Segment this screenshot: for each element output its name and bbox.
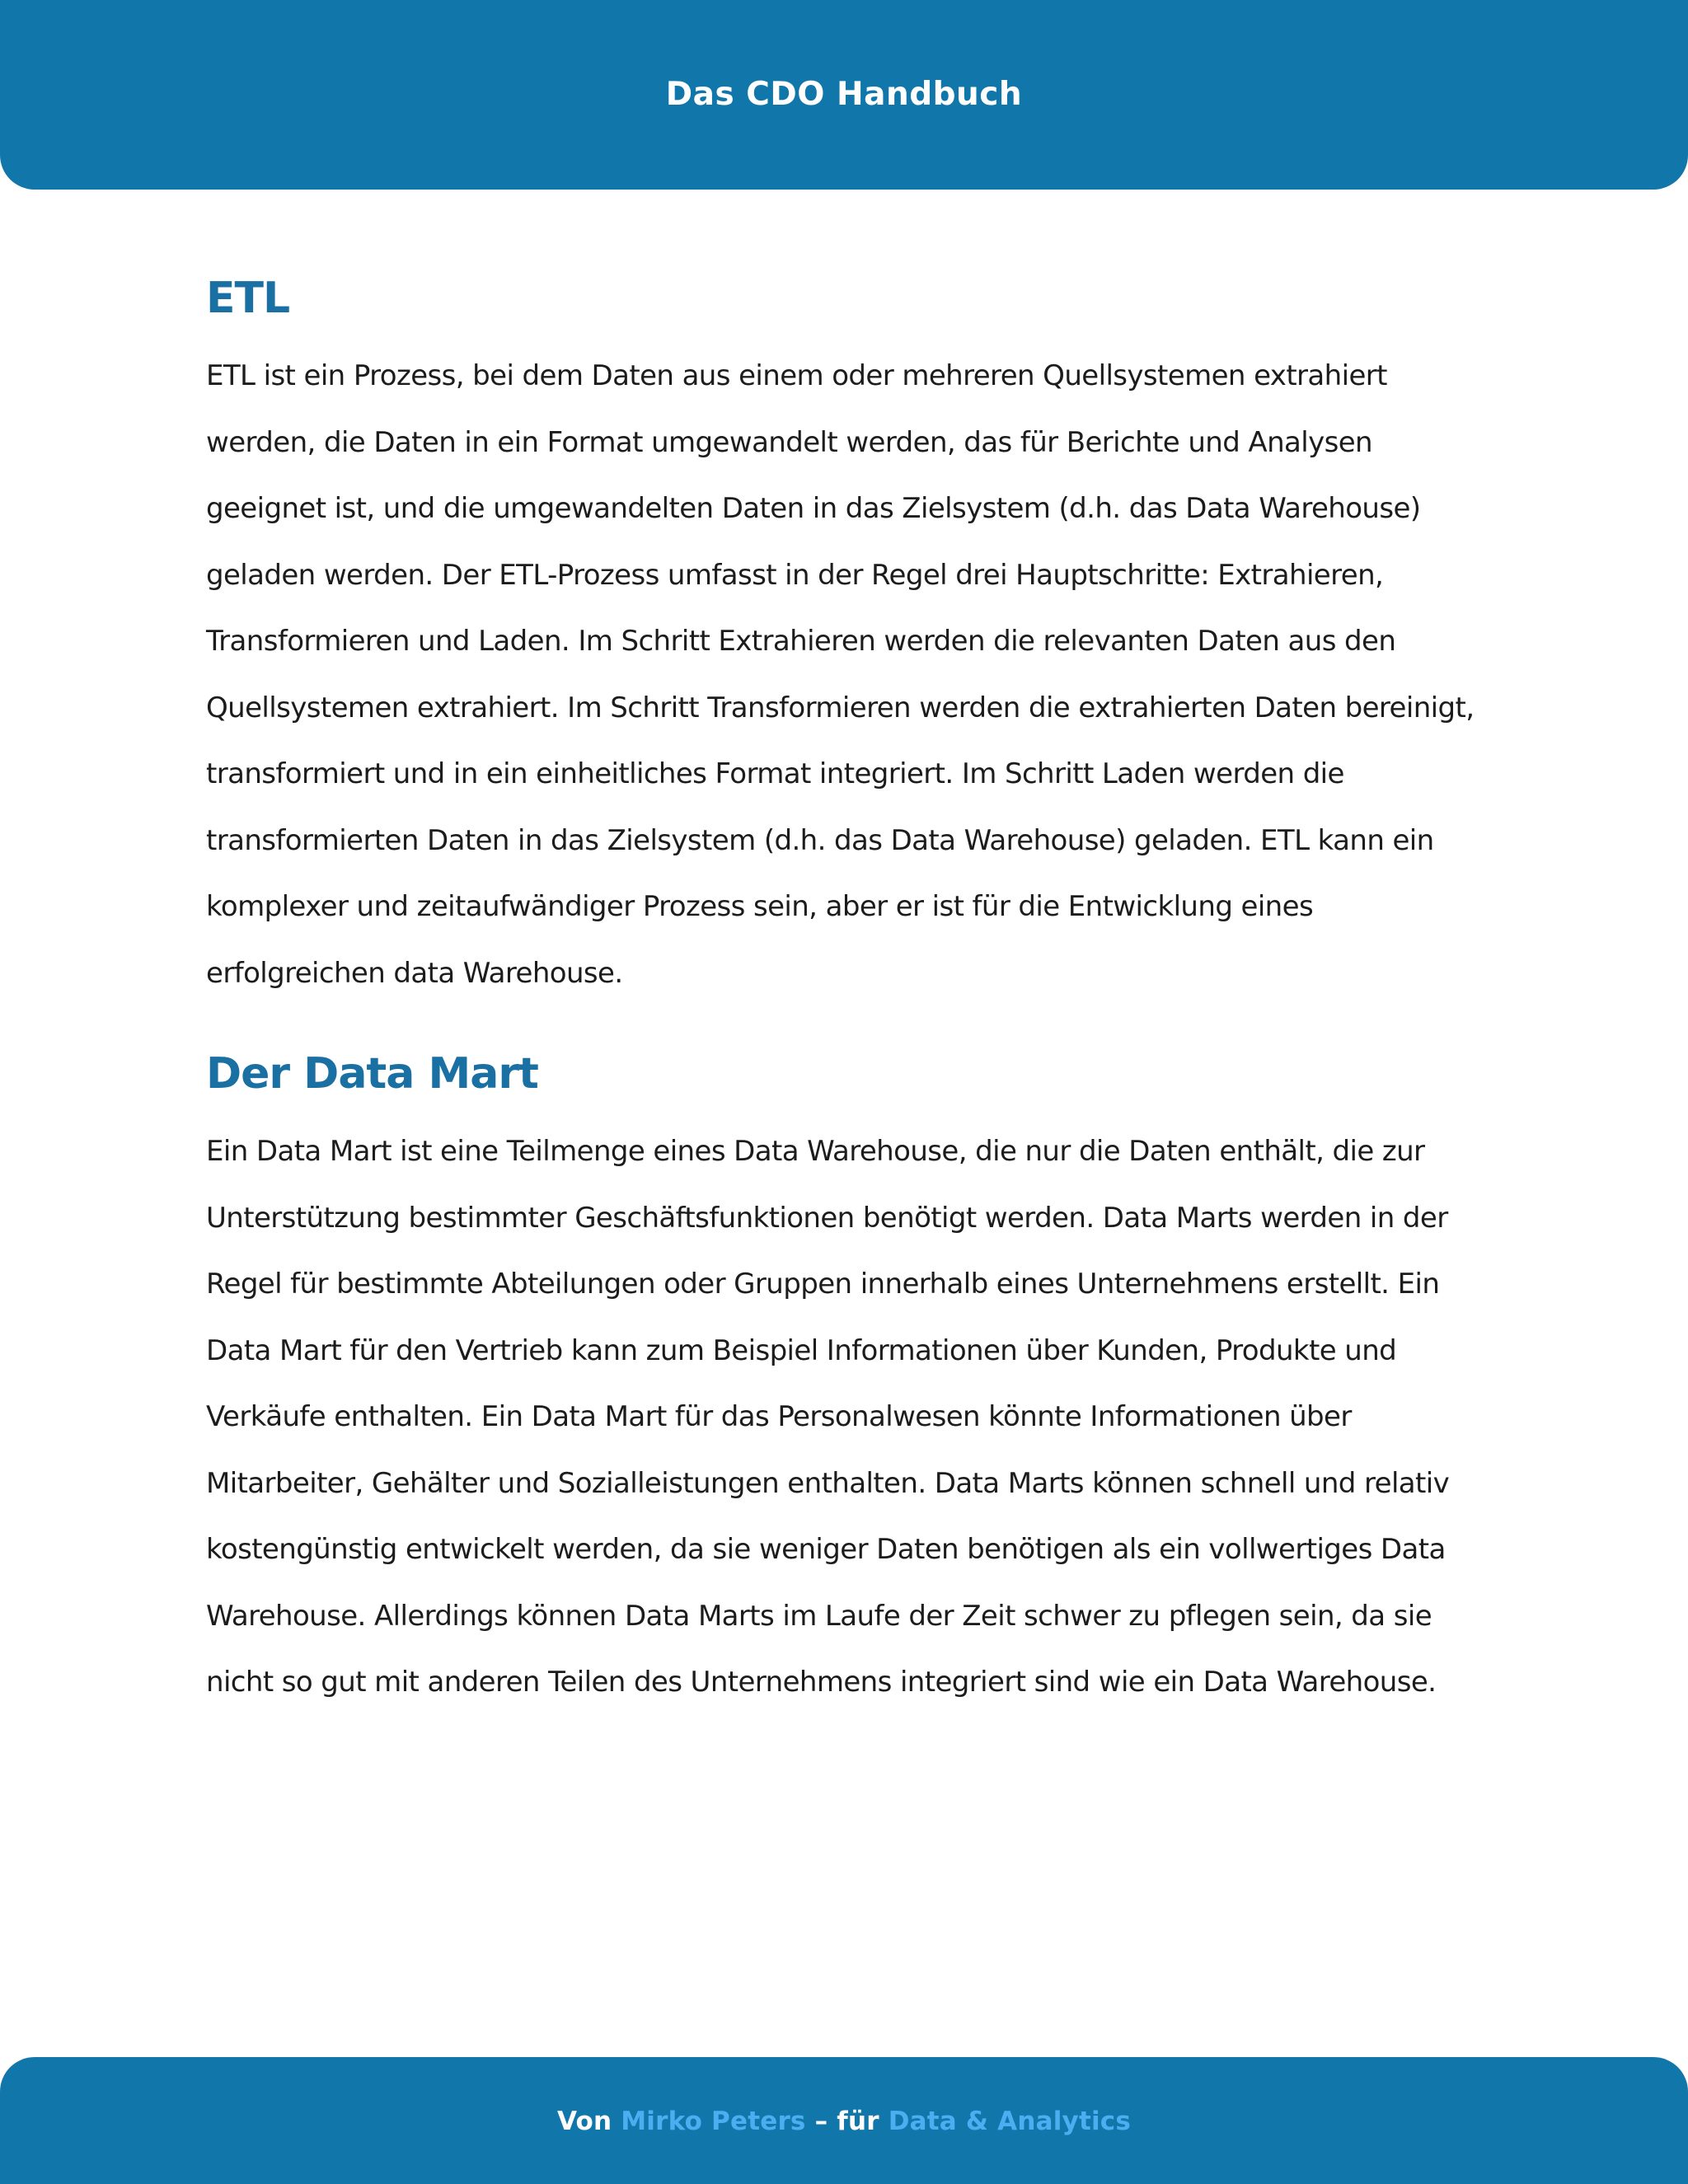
topic-link[interactable]: Data & Analytics [888, 2107, 1132, 2136]
main-content [206, 272, 1492, 1716]
section-text-data-mart: Ein Data Mart ist eine Teilmenge eines Data Warehouse, die nur die Daten enthält, die zur Unterstützung bestimmter Geschäftsfunktionen benötigt werden. Data Marts werden in der Regel für bestimmte Abteilungen oder Gruppen innerhalb eines Unternehmens erstellt. Ein Data Mart für den Vertrieb kann zum Beispiel Informationen über Kunden, Produkte und Verkäufe enthalten. Ein Data Mart für das Personalwesen könnte Informationen über Mitarbeiter, Gehälter und Sozialleistungen enthalten. Data Marts können schnell und relativ kostengünstig entwickelt werden, da sie weniger Daten benötigen als ein vollwertiges Data Warehouse. Allerdings können Data Marts im Laufe der Zeit schwer zu pflegen sein, da sie nicht so gut mit anderen Teilen des Unternehmens integriert sind wie ein Data Warehouse. [206, 1135, 1450, 1699]
section-text-etl: ETL ist ein Prozess, bei dem Daten aus einem oder mehreren Quellsystemen extrahiert werden, die Daten in ein Format umgewandelt werden, das für Berichte und Analysen geeignet ist, und die umgewandelten Daten in das Zielsystem (d.h. das Data Warehouse) geladen werden. Der ETL-Prozess umfasst in der Regel drei Hauptschritte: Extrahieren, Transformieren und Laden. Im Schritt Extrahieren werden die relevanten Daten aus den Quellsystemen extrahiert. Im Schritt Transformieren werden die extrahierten Daten bereinigt, transformiert und in ein einheitliches Format integriert. Im Schritt Laden werden die transformierten Daten in das Zielsystem (d.h. das Data Warehouse) geladen. ETL kann ein komplexer und zeitaufwändiger Prozess sein, aber er ist für die Entwicklung eines erfolgreichen data Warehouse. [206, 359, 1475, 990]
author-link[interactable]: Mirko Peters [621, 2107, 806, 2136]
footer-separator: – für [814, 2107, 879, 2136]
section-heading-data-mart: Der Data Mart [206, 1049, 538, 1099]
section-etl [206, 272, 1492, 1006]
footer-credit [557, 2107, 1131, 2136]
page-footer [0, 2057, 1688, 2184]
header-title: Das CDO Handbuch [665, 75, 1023, 113]
footer-prefix: Von [556, 2107, 612, 2136]
section-heading-etl: ETL [206, 274, 290, 323]
page-header [0, 0, 1688, 190]
section-data-mart [206, 1047, 1492, 1716]
